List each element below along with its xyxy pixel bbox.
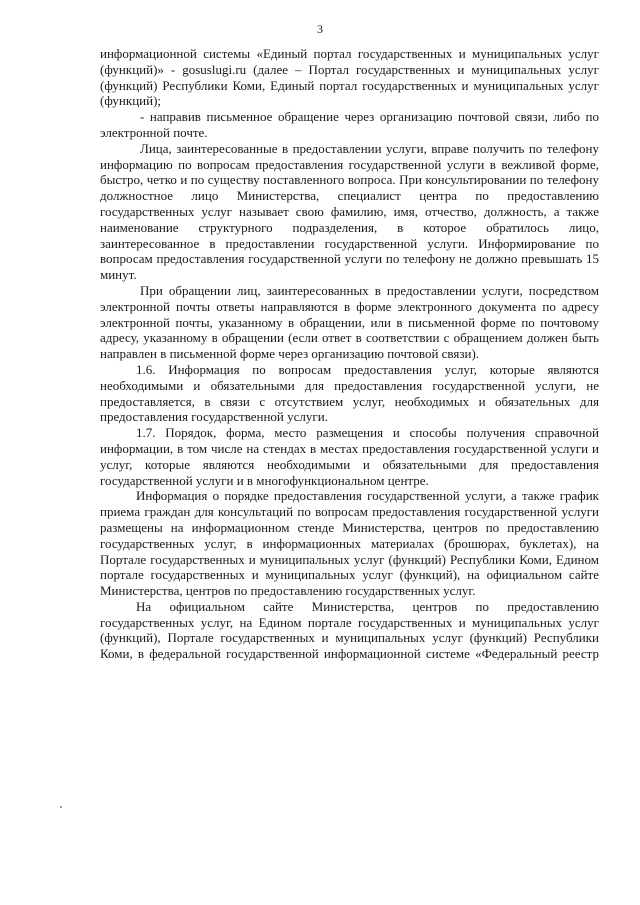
document-body [100, 46, 599, 662]
paragraph-official-site: На официальном сайте Министерства, центров по предоставлению государственных услуг, на Едином портале государственных и муниципальных услуг (функций), Портале государственных и муниципальных услуг (функций) Республики Коми, в федеральной государственной информационной системе «Федеральный реестр [100, 598, 599, 662]
paragraph-written-appeal: - направив письменное обращение через организацию почтовой связи, либо по электронной почте. [100, 109, 599, 140]
paragraph-phone-consultation: Лица, заинтересованные в предоставлении услуги, вправе получить по телефону информацию по вопросам предоставления государственной услуги в вежливой форме, быстро, четко и по существу поставленного вопроса. При консультировании по телефону должностное лицо Министерства, специалист центра по предоставлению государственных услуг называет свою фамилию, имя, отчество, должность, а также наименование структурного подразделения, в которое обратилось лицо, заинтересованное в предоставлении государственной услуги. Информирование по вопросам предоставления государственной услуги по телефону не должно превышать 15 минут. [100, 140, 599, 283]
paragraph-portal-continuation: информационной системы «Единый портал государственных и муниципальных услуг (функций)» - gosuslugi.ru (далее – Портал государственных и муниципальных услуг (функций) Республики Коми, Единый портал государственных и муниципальных услуг (функций); [100, 46, 599, 109]
paragraph-section-1-6: 1.6. Информация по вопросам предоставления услуг, которые являются необходимыми и обязательными для предоставления государственной услуги, не предоставляется, в связи с отсутствием услуг, необходимых и обязательных для предоставления государственной услуги. [100, 361, 599, 425]
paragraph-section-1-7: 1.7. Порядок, форма, место размещения и способы получения справочной информации, в том числе на стендах в местах предоставления государственной услуги и услуг, которые являются необходимыми и обязательными для предоставления государственной услуги и в многофункциональном центре. [100, 425, 599, 488]
page-number: 3 [317, 22, 323, 36]
paragraph-info-placement: Информация о порядке предоставления государственной услуги, а также график приема граждан для консультаций по вопросам предоставления государственной услуги размещены на информационном стенде Министерства, центров по предоставлению государственных услуг, в информационных материалах (брошюрах, буклетах), на Портале государственных и муниципальных услуг (функций) Республики Коми, Едином портале государственных и муниципальных услуг (функций), на официальном сайте Министерства, центров по предоставлению государственных услуг. [100, 488, 599, 599]
scan-speck [60, 806, 62, 808]
paragraph-email-replies: При обращении лиц, заинтересованных в предоставлении услуги, посредством электронной почты ответы направляются в форме электронного документа по адресу электронной почты, указанному в обращении, или в письменной форме по почтовому адресу, указанному в обращении (если ответ в соответствии с обращением должен быть направлен в письменной форме через организацию почтовой связи). [100, 282, 599, 362]
